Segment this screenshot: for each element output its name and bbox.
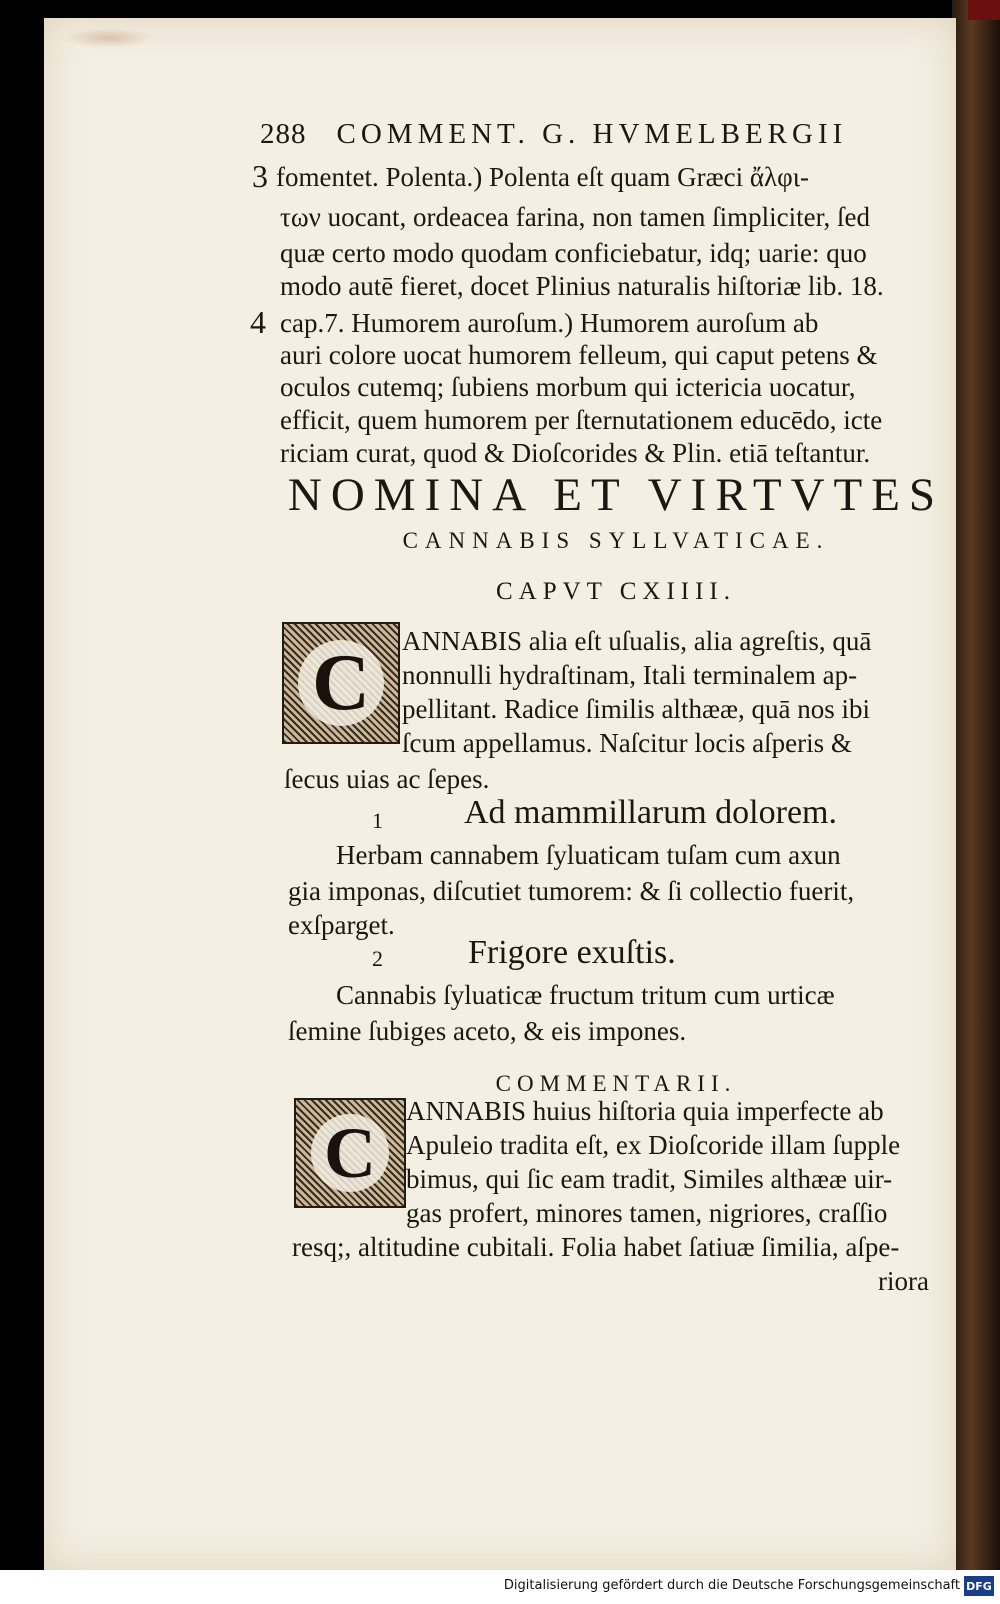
book-page xyxy=(44,18,956,1570)
decorated-initial xyxy=(294,1098,406,1208)
initial-letter: C xyxy=(298,640,384,726)
chapter-paragraph-line: ANNABIS alia eſt uſualis, alia agreſtis, quā xyxy=(402,626,872,656)
commentary-line: oculos cutemq; ſubiens morbum qui ictericia uocatur, xyxy=(280,372,856,402)
remedy-number: 1 xyxy=(372,808,383,833)
footer-bar xyxy=(0,1570,1000,1604)
chapter-paragraph-line: ſecus uias ac ſepes. xyxy=(284,764,490,794)
page-text xyxy=(44,18,956,1570)
commentary-line: quæ certo modo quodam conficiebatur, idq; uarie: quo xyxy=(280,238,867,268)
commentary-line: των uocant, ordeacea farina, non tamen ſimpliciter, ſed xyxy=(280,202,871,232)
commentary-line: fomentet. Polenta.) Polenta eſt quam Græci ἄλφι- xyxy=(276,162,809,192)
chapter-subtitle: CANNABIS SYLLVATICAE. xyxy=(402,528,830,553)
decorated-initial xyxy=(282,622,400,744)
remedy-line: ſemine ſubiges aceto, & eis impones. xyxy=(288,1016,687,1046)
remedy-heading: Ad mammillarum dolorem. xyxy=(464,794,837,831)
initial-letter: C xyxy=(311,1114,389,1192)
commentary-line: auri colore uocat humorem felleum, qui caput petens & xyxy=(280,340,878,370)
margin-number-3: 3 xyxy=(252,158,268,194)
remedy-line: exſparget. xyxy=(288,910,395,940)
remedy-line: Cannabis ſyluaticæ fructum tritum cum urticæ xyxy=(336,980,835,1010)
page-number: 288 xyxy=(260,118,307,150)
commentary-line: cap.7. Humorem auroſum.) Humorem auroſum ab xyxy=(280,308,819,338)
commentarii-line: Apuleio tradita eſt, ex Dioſcoride illam ſupple xyxy=(406,1130,901,1160)
commentarii-line: gas profert, minores tamen, nigriores, craſſio xyxy=(406,1198,888,1228)
remedy-heading: Frigore exuſtis. xyxy=(468,934,676,971)
commentary-line: riciam curat, quod & Dioſcorides & Plin. etiā teſtantur. xyxy=(280,438,871,468)
commentary-line: efficit, quem humorem per ſternutationem educēdo, icte xyxy=(280,405,883,435)
chapter-number: CAPVT CXIIII. xyxy=(495,578,737,605)
running-title: COMMENT. G. HVMELBERGII xyxy=(336,118,848,150)
commentarii-line: bimus, qui ſic eam tradit, Similes althææ uir- xyxy=(406,1164,893,1194)
funding-credit: Digitalisierung gefördert durch die Deutsche Forschungsgemeinschaft xyxy=(503,1578,960,1593)
commentarii-heading: COMMENTARII. xyxy=(495,1071,737,1096)
spine-mark xyxy=(968,0,1000,20)
commentary-line: modo autē fieret, docet Plinius naturalis hiſtoriæ lib. 18. xyxy=(280,271,884,301)
running-head xyxy=(260,118,847,151)
margin-number-4: 4 xyxy=(250,304,266,340)
chapter-paragraph-line: nonnulli hydraſtinam, Itali terminalem ap- xyxy=(402,660,858,690)
chapter-paragraph-line: ſcum appellamus. Naſcitur locis aſperis & xyxy=(402,728,852,758)
remedy-number: 2 xyxy=(372,946,383,971)
remedy-line: gia imponas, diſcutiet tumorem: & ſi collectio fuerit, xyxy=(288,876,855,906)
commentarii-line: riora xyxy=(878,1266,929,1296)
chapter-title: NOMINA ET VIRTVTES xyxy=(287,469,945,521)
commentarii-line: ANNABIS huius hiſtoria quia imperfecte ab xyxy=(406,1096,884,1126)
book-edge xyxy=(952,0,1000,1570)
dfg-logo: DFG xyxy=(964,1576,994,1596)
commentarii-line: resq;, altitudine cubitali. Folia habet ſatiuæ ſimilia, aſpe- xyxy=(292,1232,900,1262)
remedy-line: Herbam cannabem ſyluaticam tuſam cum axun xyxy=(336,840,841,870)
chapter-paragraph-line: pellitant. Radice ſimilis althææ, quā nos ibi xyxy=(402,694,870,724)
